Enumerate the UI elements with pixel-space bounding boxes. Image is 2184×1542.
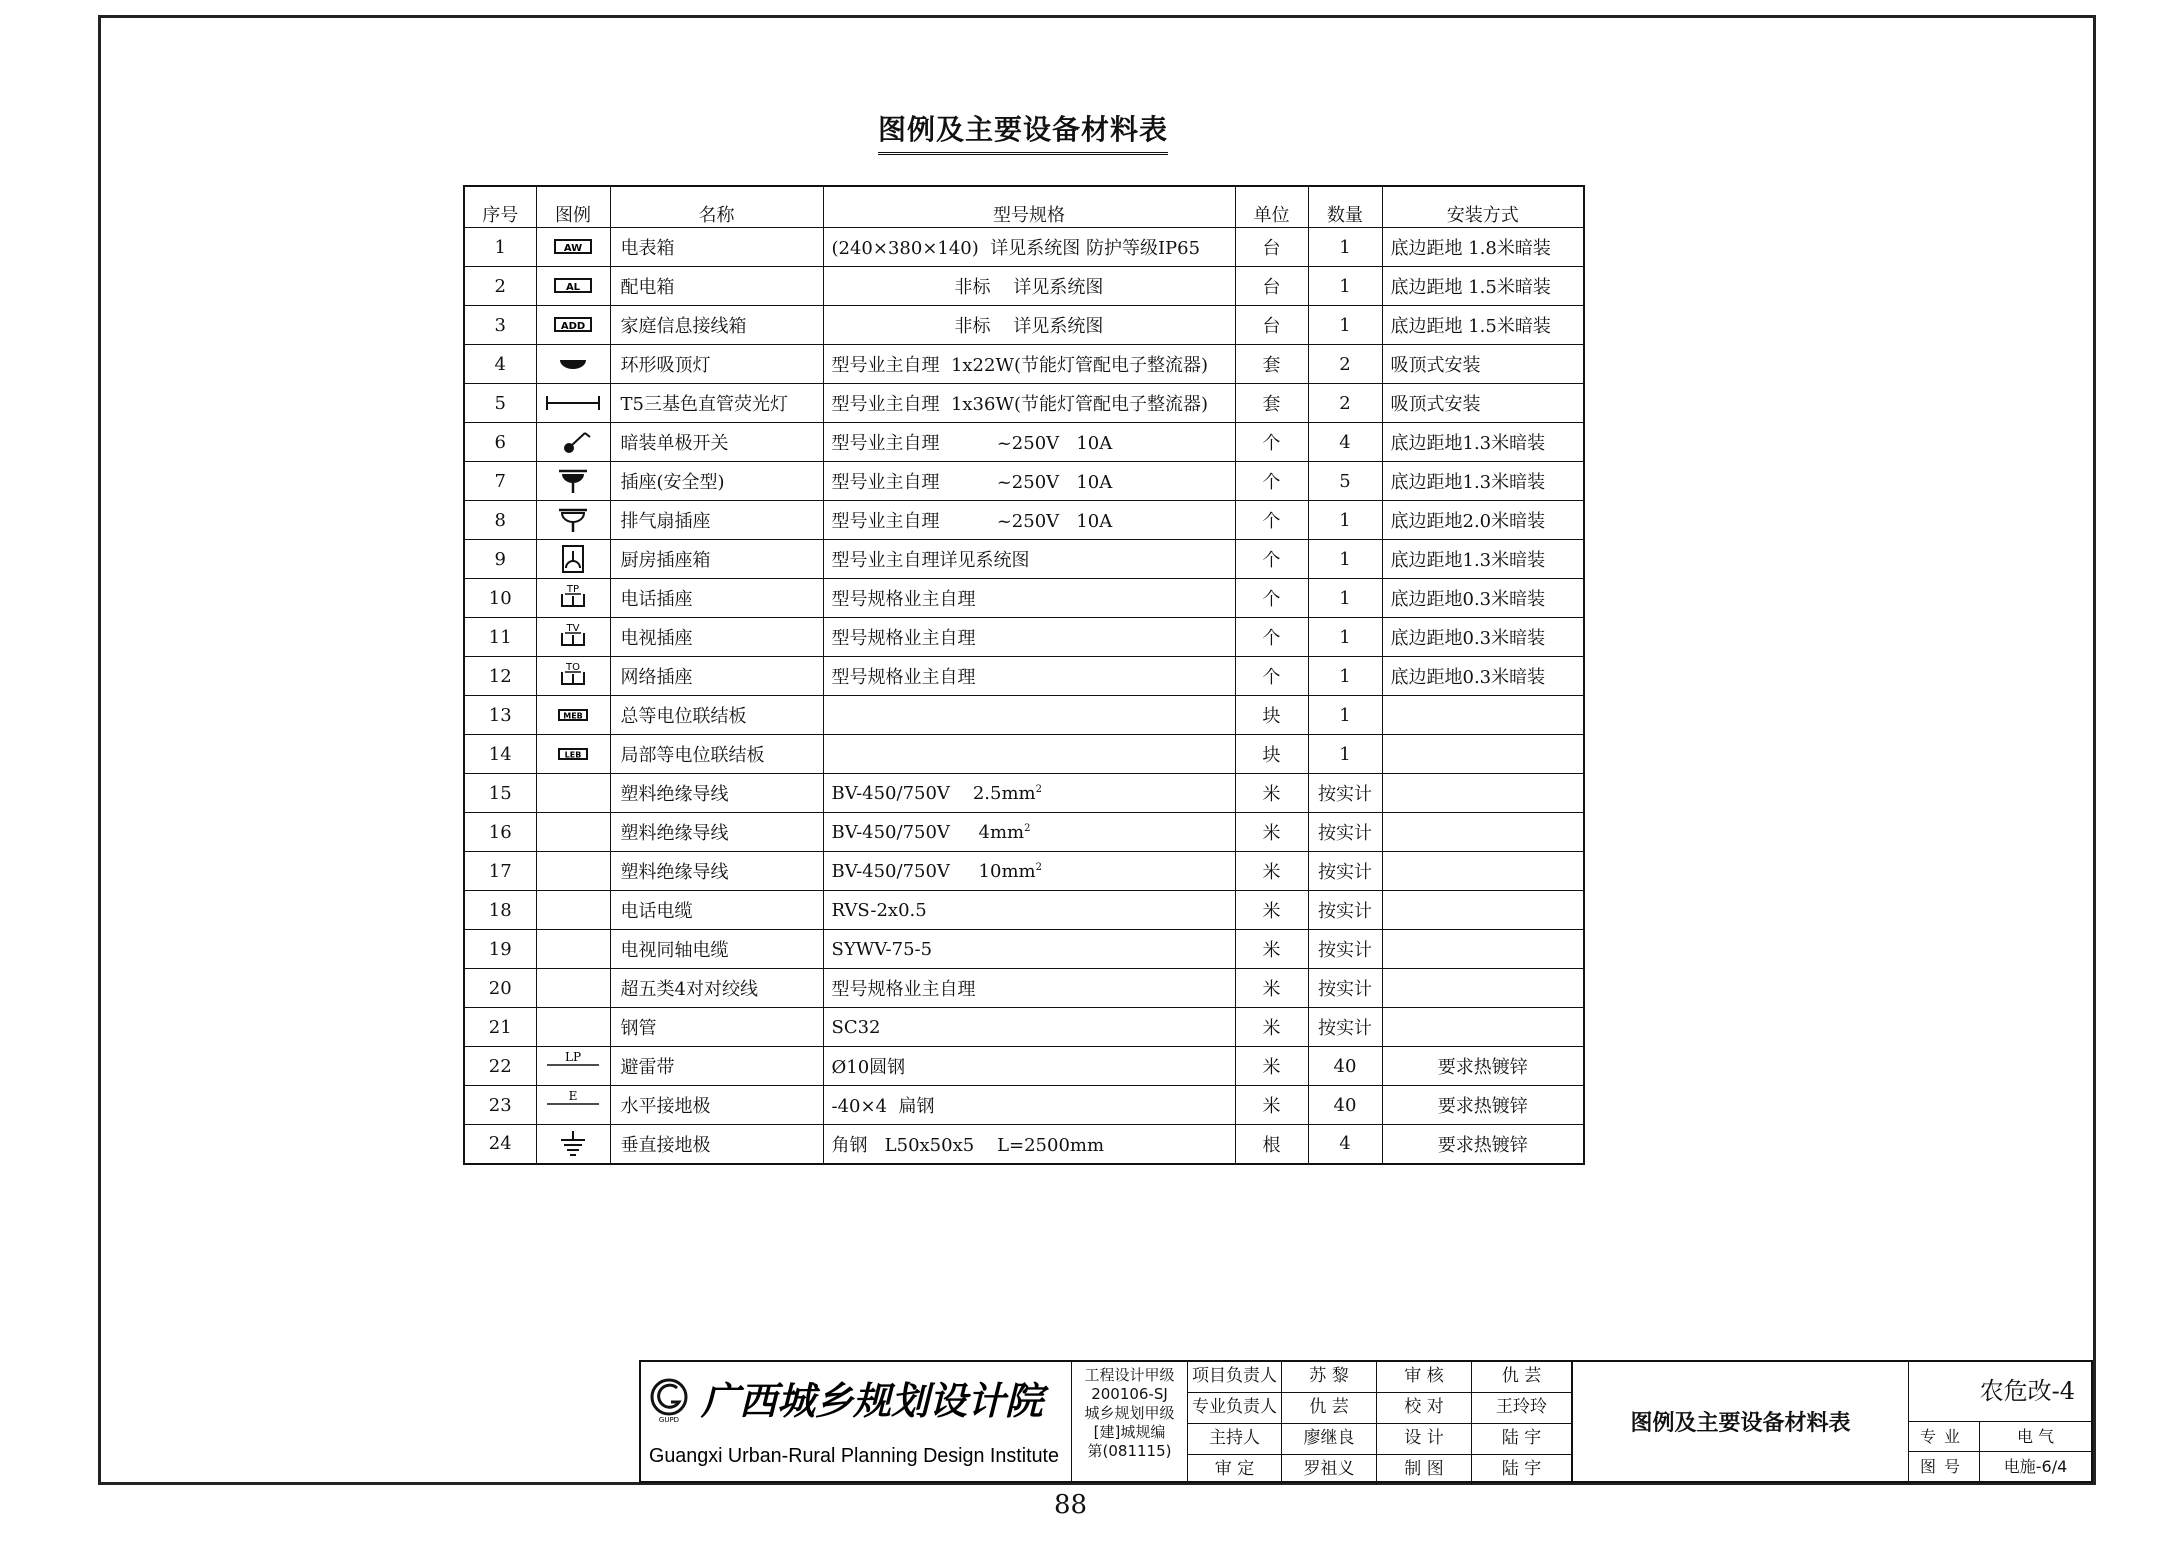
cell-name: 排气扇插座 <box>610 501 823 540</box>
cell-unit: 根 <box>1235 1125 1308 1164</box>
table-row <box>464 423 1584 462</box>
cell-unit: 米 <box>1235 1086 1308 1125</box>
cell-name: 塑料绝缘导线 <box>610 813 823 852</box>
cell-no: 8 <box>464 501 536 540</box>
cell-qty: 1 <box>1308 579 1382 618</box>
cell-no: 12 <box>464 657 536 696</box>
cell-no: 1 <box>464 228 536 267</box>
svg-text:ADD: ADD <box>560 321 586 332</box>
cell-qty: 40 <box>1308 1086 1382 1125</box>
cell-spec: BV-450/750V $10mm^2$ <box>823 852 1235 891</box>
cell-name: T5三基色直管荧光灯 <box>610 384 823 423</box>
sig-role: 制 图 <box>1377 1455 1472 1485</box>
cell-install <box>1382 930 1584 969</box>
cell-unit: 米 <box>1235 1008 1308 1047</box>
fan-socket-icon <box>545 504 601 536</box>
superscript: 2 <box>1035 783 1042 795</box>
cell-spec: 型号业主自理 ~250V 10A <box>823 501 1235 540</box>
svg-text:TO: TO <box>566 662 580 673</box>
cell-unit: 套 <box>1235 345 1308 384</box>
discipline-label: 专业 <box>1909 1422 1980 1451</box>
tv-socket-icon <box>545 621 601 653</box>
cell-qty: 40 <box>1308 1047 1382 1086</box>
cell-no: 14 <box>464 735 536 774</box>
cell-unit: 米 <box>1235 969 1308 1008</box>
cell-symbol <box>536 696 610 735</box>
ground-rod-icon <box>545 1128 601 1160</box>
table-row <box>464 1008 1584 1047</box>
sig-role: 专业负责人 <box>1188 1393 1282 1424</box>
cell-no: 19 <box>464 930 536 969</box>
institute-logo-area <box>641 1362 1072 1481</box>
svg-text:AW: AW <box>563 243 583 254</box>
ceiling-lamp-icon <box>545 348 601 380</box>
info-box-icon <box>545 309 601 341</box>
cell-symbol <box>536 1086 610 1125</box>
cell-no: 4 <box>464 345 536 384</box>
cell-install: 底边距地0.3米暗装 <box>1382 657 1584 696</box>
cell-symbol <box>536 735 610 774</box>
sig-role: 审 定 <box>1188 1455 1282 1485</box>
svg-text:LEB: LEB <box>564 750 582 760</box>
cell-symbol <box>536 501 610 540</box>
cell-name: 总等电位联结板 <box>610 696 823 735</box>
col-header-no: 序号 <box>464 186 536 228</box>
cell-no: 18 <box>464 891 536 930</box>
cell-symbol <box>536 462 610 501</box>
cell-no: 21 <box>464 1008 536 1047</box>
cert-line: 工程设计甲级 <box>1084 1366 1175 1384</box>
cell-symbol <box>536 345 610 384</box>
drawing-no-value: 电施-6/4 <box>2003 1456 2068 1476</box>
leb-bonding-plate-icon <box>545 738 601 770</box>
cell-unit: 米 <box>1235 813 1308 852</box>
institute-name-en: Guangxi Urban-Rural Planning Design Institute <box>649 1445 1059 1467</box>
cell-name: 暗装单极开关 <box>610 423 823 462</box>
cell-install: 底边距地1.3米暗装 <box>1382 462 1584 501</box>
cell-symbol <box>536 540 610 579</box>
cell-spec: BV-450/750V $4mm^2$ <box>823 813 1235 852</box>
cell-unit: 台 <box>1235 267 1308 306</box>
svg-text:GUPD: GUPD <box>658 1416 680 1424</box>
cell-no: 16 <box>464 813 536 852</box>
cell-qty: 按实计 <box>1308 774 1382 813</box>
cell-spec: -40×4 扁钢 <box>823 1086 1235 1125</box>
cell-qty: 1 <box>1308 306 1382 345</box>
safety-socket-icon <box>545 465 601 497</box>
drawing-info <box>1909 1362 2091 1481</box>
col-header-symbol: 图例 <box>536 186 610 228</box>
cell-spec: RVS-2x0.5 <box>823 891 1235 930</box>
svg-text:TP: TP <box>566 584 580 595</box>
cell-symbol <box>536 813 610 852</box>
cell-qty: 1 <box>1308 267 1382 306</box>
cell-qty: 1 <box>1308 735 1382 774</box>
cell-spec: 角钢 L50x50x5 L=2500mm <box>823 1125 1235 1164</box>
table-header-row <box>464 186 1584 228</box>
cell-install <box>1382 774 1584 813</box>
sig-person: 仇 芸 <box>1472 1362 1572 1393</box>
table-row <box>464 267 1584 306</box>
cell-no: 5 <box>464 384 536 423</box>
cell-name: 电表箱 <box>610 228 823 267</box>
svg-text:E: E <box>568 1089 578 1103</box>
cell-qty: 1 <box>1308 228 1382 267</box>
cell-name: 电视插座 <box>610 618 823 657</box>
cell-unit: 米 <box>1235 1047 1308 1086</box>
cell-install: 底边距地2.0米暗装 <box>1382 501 1584 540</box>
cell-name: 局部等电位联结板 <box>610 735 823 774</box>
cell-symbol <box>536 228 610 267</box>
cell-unit: 个 <box>1235 579 1308 618</box>
col-header-qty: 数量 <box>1308 186 1382 228</box>
cell-unit: 米 <box>1235 891 1308 930</box>
certificate-block <box>1072 1362 1188 1481</box>
cell-spec: 型号规格业主自理 <box>823 657 1235 696</box>
cell-qty: 按实计 <box>1308 969 1382 1008</box>
cell-name: 垂直接地极 <box>610 1125 823 1164</box>
table-row <box>464 1125 1584 1164</box>
cell-unit: 台 <box>1235 228 1308 267</box>
cell-install: 底边距地1.3米暗装 <box>1382 423 1584 462</box>
sig-role: 校 对 <box>1377 1393 1472 1424</box>
cell-qty: 1 <box>1308 696 1382 735</box>
cell-symbol <box>536 306 610 345</box>
cell-unit: 台 <box>1235 306 1308 345</box>
cell-qty: 按实计 <box>1308 891 1382 930</box>
cell-spec: 型号规格业主自理 <box>823 969 1235 1008</box>
col-header-install: 安装方式 <box>1382 186 1584 228</box>
drawing-no-label: 图号 <box>1909 1452 1980 1481</box>
cell-unit: 米 <box>1235 852 1308 891</box>
cell-unit: 个 <box>1235 423 1308 462</box>
cell-name: 塑料绝缘导线 <box>610 852 823 891</box>
cell-unit: 块 <box>1235 696 1308 735</box>
cell-no: 3 <box>464 306 536 345</box>
meter-box-icon <box>545 231 601 263</box>
cell-symbol <box>536 1125 610 1164</box>
table-row <box>464 735 1584 774</box>
cell-install <box>1382 813 1584 852</box>
cell-unit: 个 <box>1235 657 1308 696</box>
cell-spec: 型号业主自理 1x36W(节能灯管配电子整流器) <box>823 384 1235 423</box>
switch-icon <box>545 426 601 458</box>
cell-install <box>1382 696 1584 735</box>
table-row <box>464 774 1584 813</box>
gupd-emblem-icon <box>652 1380 686 1424</box>
cell-symbol <box>536 423 610 462</box>
cell-name: 电话电缆 <box>610 891 823 930</box>
cell-symbol <box>536 930 610 969</box>
cell-install: 吸顶式安装 <box>1382 384 1584 423</box>
cert-line: [建]城规编 <box>1093 1423 1166 1441</box>
table-row <box>464 345 1584 384</box>
cell-symbol <box>536 891 610 930</box>
cell-install: 底边距地0.3米暗装 <box>1382 618 1584 657</box>
kitchen-socket-box-icon <box>545 543 601 575</box>
cell-install: 底边距地 1.5米暗装 <box>1382 306 1584 345</box>
svg-text:TV: TV <box>566 623 580 634</box>
table-row <box>464 228 1584 267</box>
to-socket-icon <box>545 660 601 692</box>
distribution-box-icon <box>545 270 601 302</box>
institute-name-cn: 广西城乡规划设计院 <box>701 1378 1044 1423</box>
cell-name: 电话插座 <box>610 579 823 618</box>
sig-role: 设 计 <box>1377 1424 1472 1455</box>
cell-name: 家庭信息接线箱 <box>610 306 823 345</box>
cell-no: 7 <box>464 462 536 501</box>
cell-qty: 按实计 <box>1308 930 1382 969</box>
superscript: 2 <box>1024 822 1031 834</box>
sig-person: 王玲玲 <box>1472 1393 1572 1424</box>
table-row <box>464 696 1584 735</box>
drawing-no-row <box>1909 1452 2091 1481</box>
cell-unit: 个 <box>1235 462 1308 501</box>
cell-symbol <box>536 267 610 306</box>
cell-qty: 1 <box>1308 618 1382 657</box>
project-code: 农危改-4 <box>1909 1362 2091 1422</box>
cell-name: 超五类4对对绞线 <box>610 969 823 1008</box>
lightning-belt-icon <box>545 1050 601 1082</box>
drawing-title: 图例及主要设备材料表 <box>1573 1362 1909 1481</box>
cell-no: 9 <box>464 540 536 579</box>
cell-spec <box>823 696 1235 735</box>
cell-spec: 型号规格业主自理 <box>823 579 1235 618</box>
cell-symbol <box>536 579 610 618</box>
cell-name: 避雷带 <box>610 1047 823 1086</box>
cell-unit: 块 <box>1235 735 1308 774</box>
cell-symbol <box>536 384 610 423</box>
cell-no: 17 <box>464 852 536 891</box>
cell-qty: 2 <box>1308 384 1382 423</box>
cell-install <box>1382 969 1584 1008</box>
cell-unit: 米 <box>1235 774 1308 813</box>
cell-install: 吸顶式安装 <box>1382 345 1584 384</box>
svg-text:LP: LP <box>564 1050 582 1064</box>
cert-line: 第(081115) <box>1087 1442 1172 1460</box>
cell-spec: (240×380×140) 详见系统图 防护等级IP65 <box>823 228 1235 267</box>
col-header-unit: 单位 <box>1235 186 1308 228</box>
cell-spec: 型号业主自理 ~250V 10A <box>823 462 1235 501</box>
cell-spec: 型号业主自理详见系统图 <box>823 540 1235 579</box>
cell-spec: 型号业主自理 ~250V 10A <box>823 423 1235 462</box>
cell-symbol <box>536 852 610 891</box>
cell-unit: 个 <box>1235 501 1308 540</box>
discipline-row <box>1909 1422 2091 1452</box>
cell-no: 6 <box>464 423 536 462</box>
material-table <box>463 185 1585 1165</box>
sig-person: 仇 芸 <box>1282 1393 1377 1424</box>
cell-symbol <box>536 1008 610 1047</box>
cell-spec: 型号规格业主自理 <box>823 618 1235 657</box>
page-title: 图例及主要设备材料表 <box>878 108 1168 155</box>
cell-no: 11 <box>464 618 536 657</box>
cell-symbol <box>536 969 610 1008</box>
cell-qty: 2 <box>1308 345 1382 384</box>
table-row <box>464 540 1584 579</box>
cell-no: 2 <box>464 267 536 306</box>
cell-spec: 非标 详见系统图 <box>823 306 1235 345</box>
cell-install: 要求热镀锌 <box>1382 1047 1584 1086</box>
table-row <box>464 1047 1584 1086</box>
cell-qty: 按实计 <box>1308 1008 1382 1047</box>
cell-install <box>1382 852 1584 891</box>
meb-bonding-plate-icon <box>545 699 601 731</box>
cell-name: 网络插座 <box>610 657 823 696</box>
table-row <box>464 384 1584 423</box>
page-number: 88 <box>1054 1490 1088 1520</box>
table-row <box>464 618 1584 657</box>
title-block <box>639 1360 2093 1483</box>
svg-text:AL: AL <box>565 282 581 293</box>
cell-spec: 型号业主自理 1x22W(节能灯管配电子整流器) <box>823 345 1235 384</box>
cell-unit: 个 <box>1235 540 1308 579</box>
cell-symbol <box>536 657 610 696</box>
cert-line: 200106-SJ <box>1091 1385 1168 1403</box>
sig-role: 审 核 <box>1377 1362 1472 1393</box>
cell-install <box>1382 891 1584 930</box>
cell-unit: 个 <box>1235 618 1308 657</box>
cell-no: 20 <box>464 969 536 1008</box>
sig-person: 陆 宇 <box>1472 1455 1572 1485</box>
tp-socket-icon <box>545 582 601 614</box>
table-row <box>464 1086 1584 1125</box>
cell-qty: 1 <box>1308 501 1382 540</box>
cell-name: 厨房插座箱 <box>610 540 823 579</box>
col-header-name: 名称 <box>610 186 823 228</box>
cell-spec: SC32 <box>823 1008 1235 1047</box>
cell-name: 电视同轴电缆 <box>610 930 823 969</box>
cell-install: 底边距地0.3米暗装 <box>1382 579 1584 618</box>
sig-person: 陆 宇 <box>1472 1424 1572 1455</box>
col-header-spec: 型号规格 <box>823 186 1235 228</box>
table-row <box>464 930 1584 969</box>
sig-role: 项目负责人 <box>1188 1362 1282 1393</box>
cell-install: 底边距地 1.5米暗装 <box>1382 267 1584 306</box>
cell-qty: 4 <box>1308 1125 1382 1164</box>
cell-qty: 1 <box>1308 657 1382 696</box>
table-row <box>464 657 1584 696</box>
svg-text:MEB: MEB <box>563 711 583 721</box>
cell-symbol <box>536 618 610 657</box>
cell-no: 10 <box>464 579 536 618</box>
cell-spec <box>823 735 1235 774</box>
sig-person: 罗祖义 <box>1282 1455 1377 1485</box>
table-row <box>464 462 1584 501</box>
cell-qty: 1 <box>1308 540 1382 579</box>
cell-name: 插座(安全型) <box>610 462 823 501</box>
table-row <box>464 813 1584 852</box>
table-row <box>464 501 1584 540</box>
cell-qty: 4 <box>1308 423 1382 462</box>
cell-name: 钢管 <box>610 1008 823 1047</box>
cell-qty: 按实计 <box>1308 852 1382 891</box>
fluorescent-tube-icon <box>545 387 601 419</box>
table-row <box>464 306 1584 345</box>
cell-symbol <box>536 774 610 813</box>
cell-no: 22 <box>464 1047 536 1086</box>
cell-install: 底边距地1.3米暗装 <box>1382 540 1584 579</box>
cell-name: 塑料绝缘导线 <box>610 774 823 813</box>
cell-qty: 按实计 <box>1308 813 1382 852</box>
table-row <box>464 891 1584 930</box>
table-row <box>464 969 1584 1008</box>
sig-person: 苏 黎 <box>1282 1362 1377 1393</box>
table-row <box>464 579 1584 618</box>
cert-line: 城乡规划甲级 <box>1084 1404 1175 1422</box>
institute-logo <box>641 1362 1071 1480</box>
signature-grid <box>1188 1362 1573 1481</box>
cell-unit: 米 <box>1235 930 1308 969</box>
cell-install <box>1382 735 1584 774</box>
cell-spec: 非标 详见系统图 <box>823 267 1235 306</box>
cell-name: 水平接地极 <box>610 1086 823 1125</box>
cell-unit: 套 <box>1235 384 1308 423</box>
cell-install: 要求热镀锌 <box>1382 1086 1584 1125</box>
cell-spec: BV-450/750V $2.5mm^2$ <box>823 774 1235 813</box>
cell-qty: 5 <box>1308 462 1382 501</box>
table-row <box>464 852 1584 891</box>
cell-no: 15 <box>464 774 536 813</box>
discipline-value: 电 气 <box>2016 1426 2055 1446</box>
superscript: 2 <box>1035 861 1042 873</box>
cell-no: 24 <box>464 1125 536 1164</box>
cell-install: 底边距地 1.8米暗装 <box>1382 228 1584 267</box>
earth-electrode-icon <box>545 1089 601 1121</box>
sig-person: 廖继良 <box>1282 1424 1377 1455</box>
cell-name: 环形吸顶灯 <box>610 345 823 384</box>
cell-symbol <box>536 1047 610 1086</box>
cell-no: 13 <box>464 696 536 735</box>
sig-role: 主持人 <box>1188 1424 1282 1455</box>
cell-install: 要求热镀锌 <box>1382 1125 1584 1164</box>
cell-no: 23 <box>464 1086 536 1125</box>
cell-spec: Ø10圆钢 <box>823 1047 1235 1086</box>
cell-install <box>1382 1008 1584 1047</box>
cell-name: 配电箱 <box>610 267 823 306</box>
cell-spec: SYWV-75-5 <box>823 930 1235 969</box>
